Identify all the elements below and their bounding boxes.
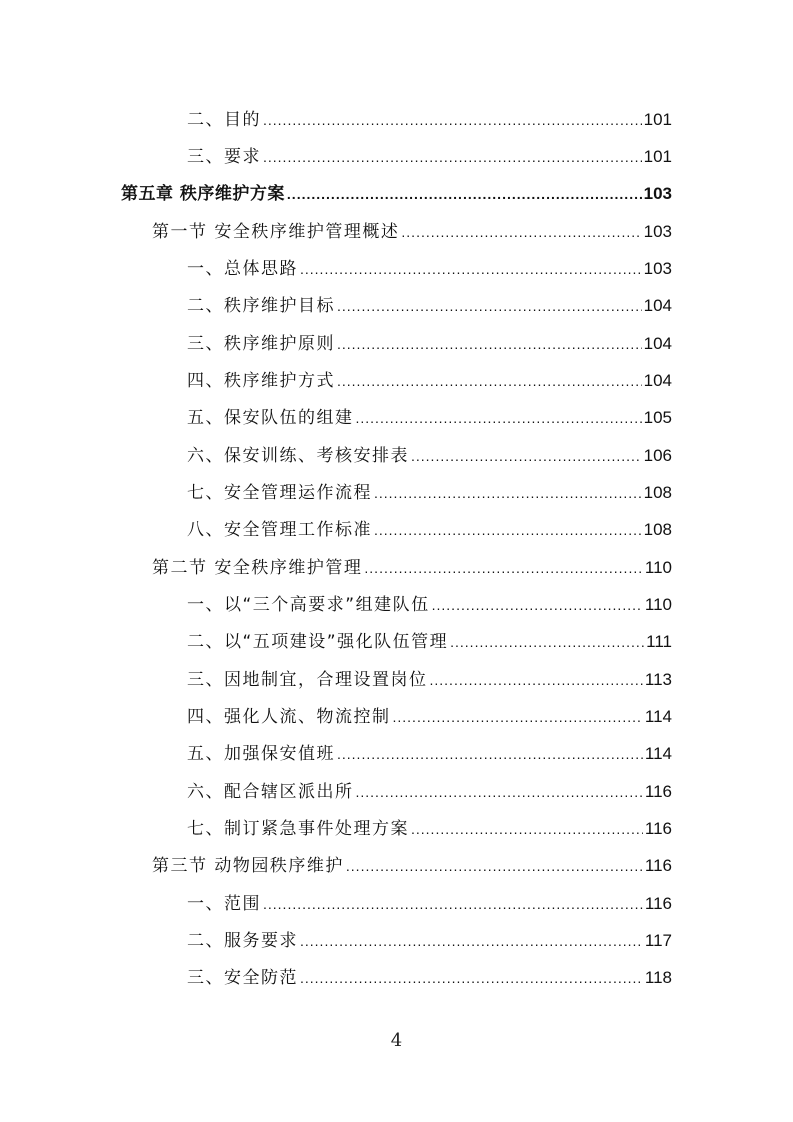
toc-entry-page: 111 [646, 632, 672, 651]
dot-leader [337, 368, 642, 394]
toc-entry-label: 八、安全管理工作标准 [187, 520, 372, 540]
dot-leader [300, 256, 642, 282]
toc-entry[interactable] [187, 667, 672, 693]
toc-entry[interactable] [187, 592, 672, 618]
toc-entry-page: 116 [644, 856, 672, 875]
toc-entry[interactable] [187, 629, 672, 655]
toc-entry-label: 二、目的 [187, 110, 261, 130]
toc-entry-page: 104 [643, 334, 672, 353]
toc-entry-label: 七、制订紧急事件处理方案 [187, 819, 409, 839]
toc-entry-page: 116 [644, 894, 672, 913]
toc-entry[interactable] [187, 256, 672, 282]
toc-entry[interactable] [187, 517, 672, 543]
dot-leader [263, 107, 642, 133]
toc-entry-label: 五、保安队伍的组建 [187, 408, 354, 428]
toc-entry[interactable] [187, 704, 672, 730]
toc-entry-page: 110 [644, 595, 672, 614]
toc-entry-page: 104 [643, 296, 672, 315]
toc-entry-label: 三、要求 [187, 147, 261, 167]
dot-leader [337, 293, 642, 319]
dot-leader [450, 629, 644, 655]
toc-entry-page: 117 [644, 931, 672, 950]
toc-entry-page: 103 [643, 184, 672, 203]
dot-leader [300, 928, 643, 954]
toc-entry-label: 三、秩序维护原则 [187, 334, 335, 354]
toc-entry-label: 一、总体思路 [187, 259, 298, 279]
toc-entry[interactable] [187, 965, 672, 991]
toc-entry-label: 第五章 秩序维护方案 [121, 184, 285, 204]
toc-entry[interactable] [187, 443, 672, 469]
toc-entry-label: 一、以“三个高要求”组建队伍 [187, 595, 430, 615]
dot-leader [337, 331, 642, 357]
toc-entry[interactable] [187, 741, 672, 767]
toc-entry[interactable] [187, 816, 672, 842]
toc-entry[interactable] [187, 107, 672, 133]
toc-entry[interactable] [187, 331, 672, 357]
toc-section-entry[interactable] [152, 853, 672, 879]
toc-entry[interactable] [187, 928, 672, 954]
toc-entry-label: 第三节 动物园秩序维护 [152, 856, 344, 876]
toc-entry-label: 四、强化人流、物流控制 [187, 707, 391, 727]
toc-entry-page: 105 [643, 408, 672, 427]
toc-entry-page: 116 [644, 782, 672, 801]
toc-entry-page: 116 [644, 819, 672, 838]
toc-entry-page: 108 [643, 483, 672, 502]
dot-leader [393, 704, 643, 730]
toc-entry-page: 118 [644, 968, 672, 987]
toc-entry-page: 110 [644, 558, 672, 577]
toc-entry[interactable] [187, 779, 672, 805]
dot-leader [374, 480, 642, 506]
toc-entry-label: 第一节 安全秩序维护管理概述 [152, 222, 400, 242]
toc-entry-label: 五、加强保安值班 [187, 744, 335, 764]
toc-entry[interactable] [187, 891, 672, 917]
toc-entry-page: 114 [644, 744, 672, 763]
toc-entry-label: 二、秩序维护目标 [187, 296, 335, 316]
dot-leader [364, 555, 642, 581]
dot-leader [432, 592, 643, 618]
dot-leader [263, 891, 643, 917]
toc-entry-label: 一、范围 [187, 894, 261, 914]
toc-section-entry[interactable] [152, 555, 672, 581]
toc-entry-label: 二、服务要求 [187, 931, 298, 951]
dot-leader [263, 144, 642, 170]
toc-entry-page: 103 [643, 259, 672, 278]
toc-entry-page: 108 [643, 520, 672, 539]
dot-leader [374, 517, 642, 543]
dot-leader [430, 667, 643, 693]
toc-entry[interactable] [187, 293, 672, 319]
dot-leader [356, 405, 642, 431]
toc-entry-label: 二、以“五项建设”强化队伍管理 [187, 632, 449, 652]
toc-entry-page: 103 [643, 222, 672, 241]
page-number: 4 [390, 1030, 403, 1051]
dot-leader [411, 443, 642, 469]
dot-leader [287, 181, 642, 207]
dot-leader [411, 816, 643, 842]
dot-leader [356, 779, 643, 805]
toc-entry[interactable] [187, 480, 672, 506]
toc-entry-page: 106 [643, 446, 672, 465]
toc-entry-label: 六、保安训练、考核安排表 [187, 446, 409, 466]
toc-section-entry[interactable] [152, 219, 672, 245]
toc-entry[interactable] [187, 144, 672, 170]
toc-entry-label: 三、因地制宜，合理设置岗位 [187, 670, 428, 690]
dot-leader [337, 741, 643, 767]
toc-entry-page: 101 [643, 110, 672, 129]
toc-entry-page: 113 [644, 670, 672, 689]
toc-entry[interactable] [187, 405, 672, 431]
toc-entry-page: 101 [643, 147, 672, 166]
toc-entry-label: 三、安全防范 [187, 968, 298, 988]
toc-entry-label: 七、安全管理运作流程 [187, 483, 372, 503]
dot-leader [401, 219, 641, 245]
toc-entry-page: 104 [643, 371, 672, 390]
toc-chapter-entry[interactable] [121, 181, 672, 207]
toc-entry-label: 四、秩序维护方式 [187, 371, 335, 391]
dot-leader [300, 965, 643, 991]
toc-entry[interactable] [187, 368, 672, 394]
toc-entry-label: 第二节 安全秩序维护管理 [152, 558, 363, 578]
toc-entry-page: 114 [644, 707, 672, 726]
toc-entry-label: 六、配合辖区派出所 [187, 782, 354, 802]
dot-leader [346, 853, 643, 879]
